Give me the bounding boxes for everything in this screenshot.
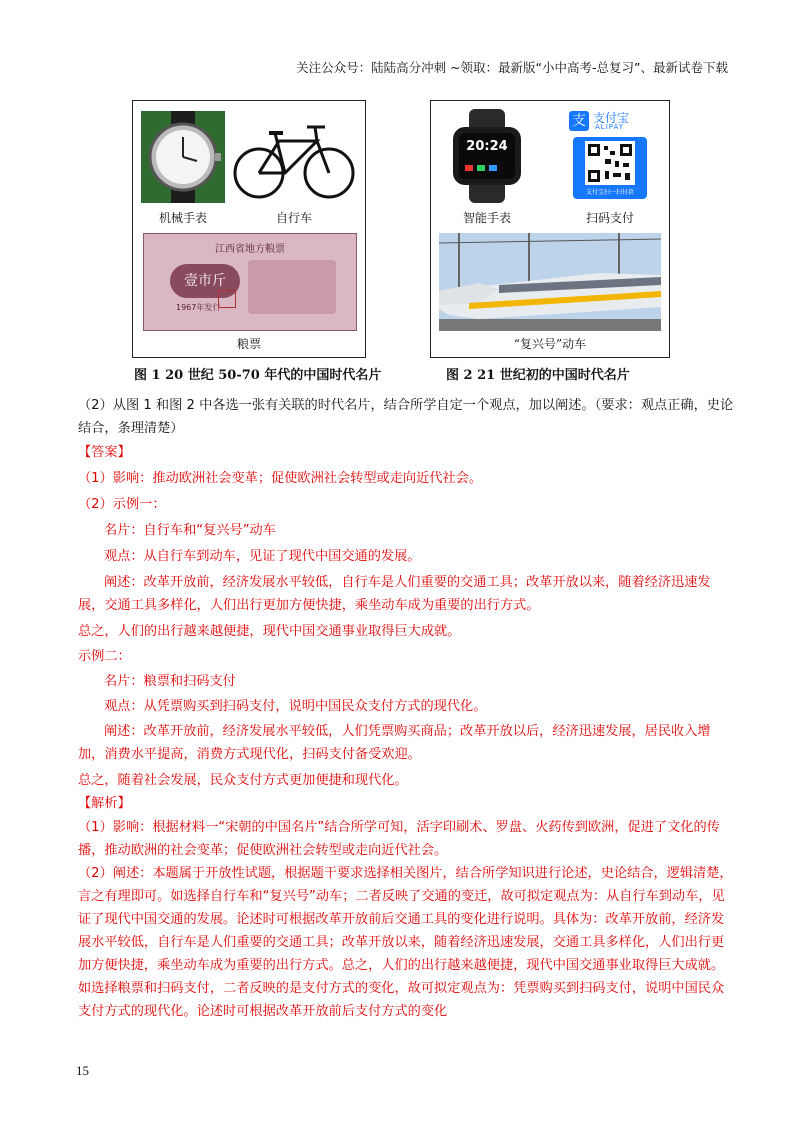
bicycle-image — [231, 115, 357, 203]
fuxing-train-image — [439, 233, 661, 331]
mechanical-watch-image — [141, 111, 225, 203]
example-2-heading: 示例二： — [78, 649, 131, 664]
example-1-summary: 总之，人们的出行越来越便捷，现代中国交通事业取得巨大成就。 — [78, 624, 461, 639]
ticket-title: 江西省地方粮票 — [215, 244, 285, 255]
example-2-explanation: 阐述：改革开放前，经济发展水平较低，人们凭票购买商品；改革开放以后，经济迅速发展，居民收入增加，消费水平提高，消费方式现代化，扫码支付备受欢迎。 — [78, 724, 711, 762]
page-header: 关注公众号：陆陆高分冲刺 ~领取：最新版“小中高考-总复习”、最新试卷下载 — [296, 60, 728, 75]
smartwatch-time: 20:24 — [466, 139, 508, 154]
figure-2-title: 图 2 21 世纪初的中国时代名片 — [446, 368, 630, 383]
alipay-name: 支付宝 — [593, 111, 630, 125]
page-number: 15 — [76, 1063, 89, 1078]
analysis-label: 【解析】 — [78, 796, 131, 811]
example-2-summary: 总之，随着社会发展，民众支付方式更加便捷和现代化。 — [78, 773, 408, 788]
ticket-illustration — [248, 260, 336, 314]
example-2-card: 名片：粮票和扫码支付 — [104, 674, 236, 689]
answer-label: 【答案】 — [78, 445, 131, 460]
caption-pay: 扫码支付 — [585, 211, 634, 225]
figure-2-frame — [430, 100, 670, 358]
figure-1-title: 图 1 20 世纪 50-70 年代的中国时代名片 — [134, 368, 382, 383]
ticket-year: 1967年发行 — [176, 303, 221, 312]
pay-hint: 支付宝扫一扫付款 — [585, 189, 634, 196]
caption-smartwatch: 智能手表 — [462, 211, 511, 225]
caption-watch: 机械手表 — [158, 211, 207, 225]
alipay-en: ALIPAY — [595, 123, 625, 131]
qr-payment-image — [565, 107, 655, 203]
answer-1: （1）影响：推动欧洲社会变革；促使欧洲社会转型或走向近代社会。 — [78, 471, 483, 486]
answer-2-heading: （2）示例一： — [78, 497, 166, 512]
qr-card — [573, 137, 647, 199]
analysis-1: （1）影响：根据材料一“宋朝的中国名片”结合所学可知，活字印刷术、罗盘、火药传到欧洲，促进了文化的传播，推动欧洲的社会变革；促使欧洲社会转型或走向近代社会。 — [78, 820, 720, 858]
example-1-explanation: 阐述：改革开放前，经济发展水平较低，自行车是人们重要的交通工具；改革开放以来，随着经济迅速发展，交通工具多样化，人们出行更加方便快捷，乘坐动车成为重要的出行方式。 — [78, 575, 711, 613]
example-1-card: 名片：自行车和“复兴号”动车 — [104, 523, 276, 538]
caption-train: “复兴号”动车 — [513, 337, 587, 351]
ticket-stamp-icon — [218, 290, 236, 308]
ticket-value: 壹市斤 — [170, 264, 240, 298]
caption-ticket: 粮票 — [236, 337, 261, 351]
caption-bicycle: 自行车 — [275, 211, 312, 225]
figure-1-frame — [132, 100, 366, 358]
smartwatch-image — [441, 109, 533, 203]
example-2-view: 观点：从凭票购买到扫码支付，说明中国民众支付方式的现代化。 — [104, 699, 487, 714]
analysis-2: （2）阐述：本题属于开放性试题，根据题干要求选择相关图片，结合所学知识进行论述，史论结合，逻辑清楚，言之有理即可。如选择自行车和“复兴号”动车；二者反映了交通的变迁，故可拟定观点为：从自行车到动车，见证了现代中国交通的发展。论述时可根据改革开放前后交通工具的变化进行说明。具体为：改革开放前，经济发展水平较低，自行车是人们重要的交通工具；改革开放以来，随着经济迅速发展，交通工具多样化，人们出行更加方便快捷，乘坐动车成为重要的出行方式。总之，人们的出行越来越便捷，现代中国交通事业取得巨大成就。如选择粮票和扫码支付，二者反映的是支付方式的变化，故可拟定观点为：凭票购买到扫码支付，说明中国民众支付方式的现代化。论述时可根据改革开放前后支付方式的变化 — [78, 866, 733, 1019]
grain-ticket-image — [143, 233, 357, 331]
question-text: （2）从图 1 和图 2 中各选一张有关联的时代名片，结合所学自定一个观点，加以阐述。（要求：观点正确，史论结合，条理清楚） — [78, 398, 734, 436]
example-1-view: 观点：从自行车到动车，见证了现代中国交通的发展。 — [104, 549, 421, 564]
alipay-logo-icon: 支 — [569, 111, 589, 131]
